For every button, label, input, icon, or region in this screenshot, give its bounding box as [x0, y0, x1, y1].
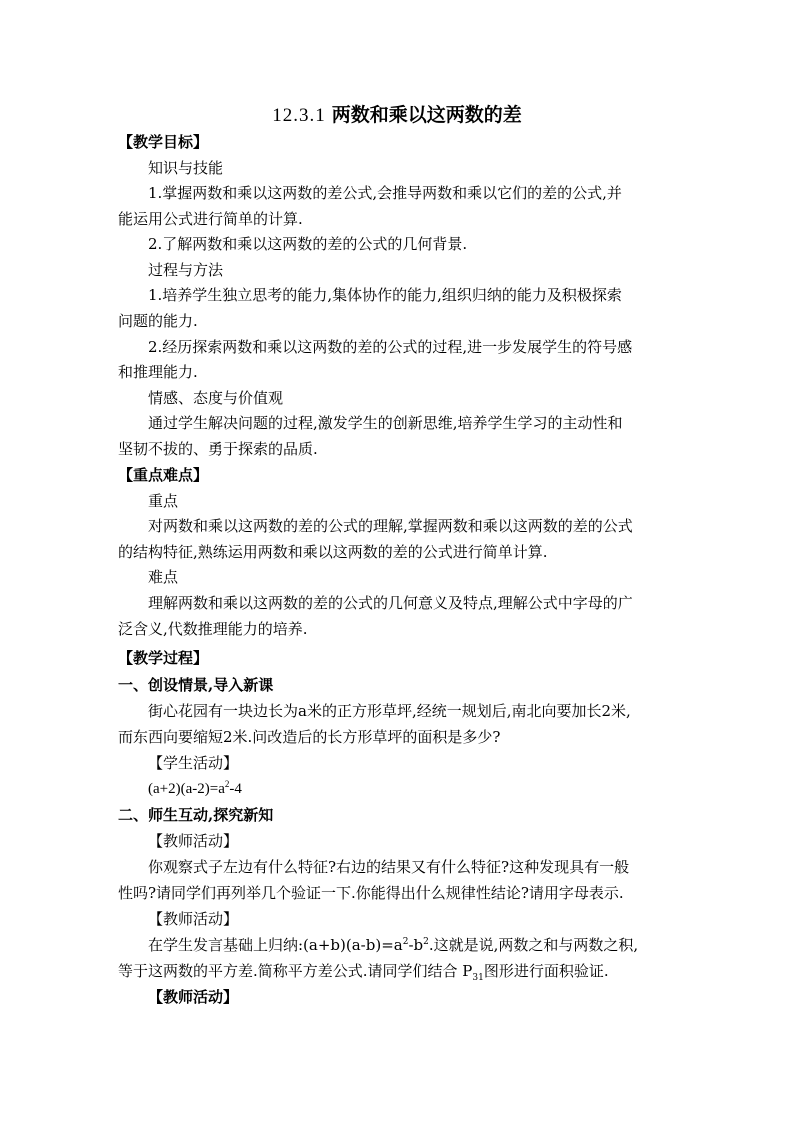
superscript: 2 — [423, 937, 429, 947]
text-segment: -b — [408, 936, 424, 954]
page-title — [0, 102, 794, 129]
emotion-header: 情感、态度与价值观 — [148, 389, 284, 407]
paragraph-line: 而东西向要缩短2米.问改造后的长方形草坪的面积是多少? — [118, 728, 501, 746]
paragraph-line: 通过学生解决问题的过程,激发学生的创新思维,培养学生学习的主动性和 — [148, 414, 623, 432]
superscript: 2 — [402, 937, 409, 947]
paragraph-line: 1.培养学生独立思考的能力,集体协作的能力,组织归纳的能力及积极探索 — [148, 286, 622, 304]
text-segment: 在学生发言基础上归纳:(a+b)(a-b)=a — [148, 936, 403, 954]
paragraph-line: 2.了解两数和乘以这两数的差的公式的几何背景. — [148, 235, 468, 253]
paragraph-line: 坚韧不拔的、勇于探索的品质. — [118, 440, 318, 458]
paragraph-line: 对两数和乘以这两数的差的公式的理解,掌握两数和乘以这两数的差的公式 — [148, 517, 633, 535]
teacher-activity-label: 【教师活动】 — [148, 832, 239, 850]
key-subheader: 重点 — [148, 492, 179, 510]
text-segment: 图形进行面积验证. — [483, 962, 609, 980]
paragraph-line: 的结构特征,熟练运用两数和乘以这两数的差的公式进行简单计算. — [118, 543, 548, 561]
subscript: 31 — [472, 973, 484, 983]
process-header: 过程与方法 — [148, 261, 224, 279]
formula-main: (a+2)(a-2)=a — [148, 781, 225, 797]
text-segment: .这就是说,两数之和与两数之积, — [428, 936, 639, 954]
knowledge-header: 知识与技能 — [148, 159, 224, 177]
paragraph-line: 性吗?请同学们再列举几个验证一下.你能得出什么规律性结论?请用字母表示. — [118, 884, 624, 902]
paragraph-line: 理解两数和乘以这两数的差的公式的几何意义及特点,理解公式中字母的广 — [148, 594, 633, 612]
goals-header: 【教学目标】 — [118, 133, 209, 151]
teacher-activity-label: 【教师活动】 — [148, 988, 239, 1006]
paragraph-line: 你观察式子左边有什么特征?右边的结果又有什么特征?这种发现具有一般 — [148, 858, 630, 876]
paragraph-line: 2.经历探索两数和乘以这两数的差的公式的过程,进一步发展学生的符号感 — [148, 338, 633, 356]
paragraph-line: 能运用公式进行简单的计算. — [118, 210, 303, 228]
title-number: 12.3.1 — [272, 105, 326, 126]
step2-header: 二、师生互动,探究新知 — [118, 806, 274, 824]
paragraph-line: 泛含义,代数推理能力的培养. — [118, 620, 308, 638]
key-points-header: 【重点难点】 — [118, 466, 209, 484]
student-activity-label: 【学生活动】 — [148, 754, 239, 772]
paragraph-line: 和推理能力. — [118, 363, 198, 381]
paragraph-line: 问题的能力. — [118, 312, 198, 330]
teacher-activity-label: 【教师活动】 — [148, 910, 239, 928]
difficulty-subheader: 难点 — [148, 568, 179, 586]
step1-header: 一、创设情景,导入新课 — [118, 676, 274, 694]
teaching-process-header: 【教学过程】 — [118, 649, 209, 667]
formula-tail: -4 — [229, 781, 242, 797]
paragraph-line — [118, 960, 609, 982]
paragraph-line: 1.掌握两数和乘以这两数的差公式,会推导两数和乘以它们的差的公式,并 — [148, 184, 622, 202]
paragraph-line — [148, 934, 638, 956]
formula-superscript: 2 — [224, 779, 230, 789]
paragraph-line: 街心花园有一块边长为a米的正方形草坪,经统一规划后,南北向要加长2米, — [148, 702, 631, 720]
formula-line — [148, 778, 242, 800]
text-segment: 等于这两数的平方差.简称平方差公式.请同学们结合 P — [118, 962, 473, 980]
title-text: 两数和乘以这两数的差 — [331, 104, 522, 126]
